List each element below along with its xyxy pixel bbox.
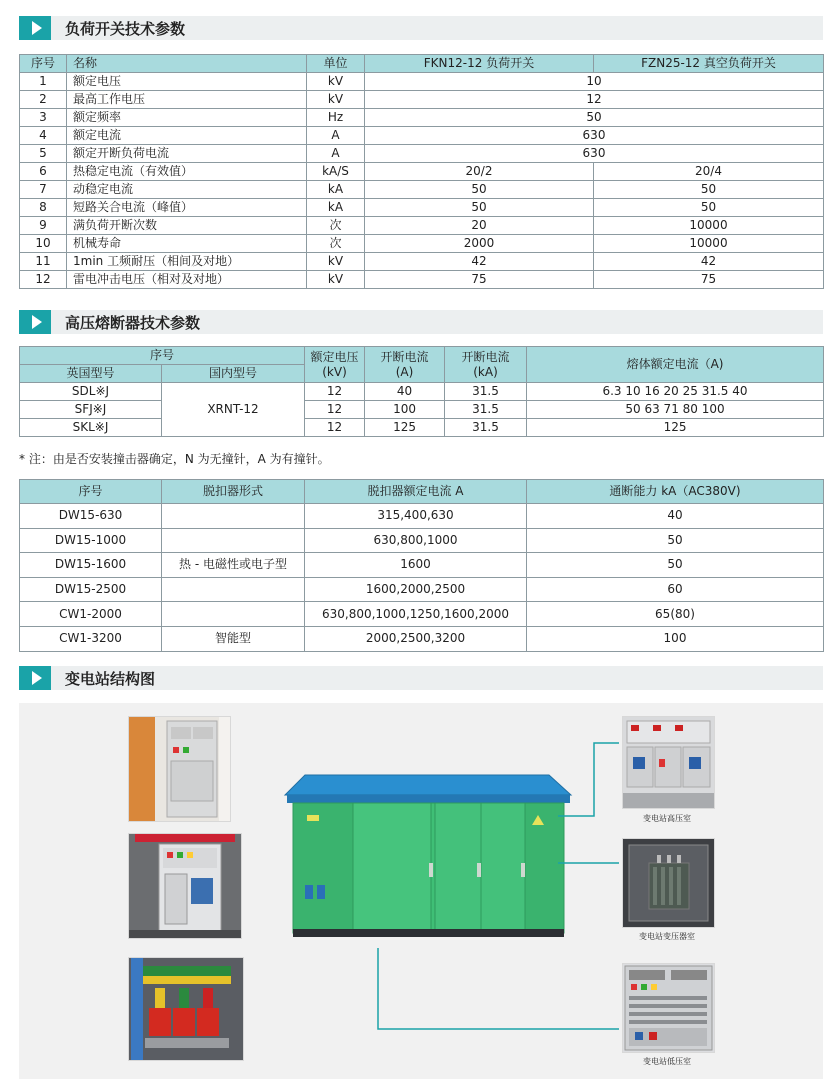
cell-fzn: 50 bbox=[594, 181, 824, 199]
cell-current: 1600,2000,2500 bbox=[305, 577, 527, 602]
cell-no: 3 bbox=[20, 109, 67, 127]
cell-name: 额定电压 bbox=[67, 73, 307, 91]
cell-fuse: 125 bbox=[527, 419, 824, 437]
cell-no: 10 bbox=[20, 235, 67, 253]
section-header-load-switch bbox=[19, 16, 823, 40]
table-header-row bbox=[20, 347, 824, 365]
table-header-row bbox=[20, 55, 824, 73]
cell-name: 短路关合电流（峰值） bbox=[67, 199, 307, 217]
cell-capacity: 50 bbox=[527, 528, 824, 553]
cell-unit: A bbox=[307, 145, 365, 163]
table-row bbox=[20, 127, 824, 145]
cell-current: 630,800,1000 bbox=[305, 528, 527, 553]
transformer-room-photo bbox=[622, 838, 715, 928]
cell-model: DW15-630 bbox=[20, 504, 162, 529]
cell-unit: Hz bbox=[307, 109, 365, 127]
cell-value: 50 bbox=[365, 109, 824, 127]
cell-current: 630,800,1000,1250,1600,2000 bbox=[305, 602, 527, 627]
cell-value: 630 bbox=[365, 145, 824, 163]
fuse-note: * 注：由是否安装撞击器确定，N 为无撞针，A 为有撞针。 bbox=[19, 452, 330, 466]
cell-name: 雷电冲击电压（相对及对地） bbox=[67, 271, 307, 289]
cell-no: 12 bbox=[20, 271, 67, 289]
header-serial: 序号 bbox=[20, 347, 305, 365]
header-break-current bbox=[365, 347, 445, 383]
table-row bbox=[20, 217, 824, 235]
cell-current: 125 bbox=[365, 419, 445, 437]
cell-voltage: 12 bbox=[305, 401, 365, 419]
cell-fzn: 50 bbox=[594, 199, 824, 217]
table-row bbox=[20, 383, 824, 401]
header-voltage-line1: 额定电压 bbox=[310, 349, 359, 364]
cell-voltage: 12 bbox=[305, 383, 365, 401]
cell-uk: SKL※J bbox=[20, 419, 162, 437]
cell-fzn: 10000 bbox=[594, 217, 824, 235]
cell-fzn: 20/4 bbox=[594, 163, 824, 181]
cell-ka: 31.5 bbox=[445, 383, 527, 401]
header-fkn: FKN12-12 负荷开关 bbox=[365, 55, 594, 73]
cell-fzn: 42 bbox=[594, 253, 824, 271]
play-arrow-icon bbox=[19, 666, 51, 690]
cell-cn: XRNT-12 bbox=[162, 383, 305, 437]
cell-fkn: 20/2 bbox=[365, 163, 594, 181]
caption-high-voltage-room: 变电站高压室 bbox=[643, 814, 691, 823]
low-voltage-room-photo bbox=[622, 963, 715, 1053]
cell-no: 5 bbox=[20, 145, 67, 163]
cell-value: 630 bbox=[365, 127, 824, 145]
cell-current: 40 bbox=[365, 383, 445, 401]
cell-model: DW15-1600 bbox=[20, 553, 162, 578]
table-row bbox=[20, 602, 824, 627]
header-cn-model: 国内型号 bbox=[162, 365, 305, 383]
header-break-ka-line1: 开断电流 bbox=[461, 349, 510, 364]
header-trip-current: 脱扣器额定电流 A bbox=[305, 480, 527, 504]
table-row bbox=[20, 235, 824, 253]
cell-no: 9 bbox=[20, 217, 67, 235]
cell-value: 10 bbox=[365, 73, 824, 91]
header-model: 序号 bbox=[20, 480, 162, 504]
cell-unit: kV bbox=[307, 73, 365, 91]
cell-unit: kA bbox=[307, 199, 365, 217]
cell-model: CW1-3200 bbox=[20, 626, 162, 651]
header-uk-model: 英国型号 bbox=[20, 365, 162, 383]
cell-name: 机械寿命 bbox=[67, 235, 307, 253]
cell-voltage: 12 bbox=[305, 419, 365, 437]
cell-fkn: 50 bbox=[365, 181, 594, 199]
section-header-substation bbox=[19, 666, 823, 690]
cell-fkn: 75 bbox=[365, 271, 594, 289]
table-header-row bbox=[20, 480, 824, 504]
section-header-fuse bbox=[19, 310, 823, 334]
cell-unit: 次 bbox=[307, 217, 365, 235]
cell-model: DW15-1000 bbox=[20, 528, 162, 553]
header-serial: 序号 bbox=[20, 55, 67, 73]
header-capacity: 通断能力 kA（AC380V) bbox=[527, 480, 824, 504]
substation-diagram bbox=[19, 703, 823, 1079]
play-arrow-icon bbox=[19, 16, 51, 40]
cell-fkn: 50 bbox=[365, 199, 594, 217]
caption-low-voltage-room: 变电站低压室 bbox=[643, 1057, 691, 1066]
breaker-table bbox=[19, 479, 824, 652]
section-title: 高压熔断器技术参数 bbox=[65, 313, 201, 332]
header-name: 名称 bbox=[67, 55, 307, 73]
cell-value: 12 bbox=[365, 91, 824, 109]
cell-capacity: 60 bbox=[527, 577, 824, 602]
table-row bbox=[20, 253, 824, 271]
table-row bbox=[20, 199, 824, 217]
cell-unit: kA/S bbox=[307, 163, 365, 181]
header-unit: 单位 bbox=[307, 55, 365, 73]
header-fzn: FZN25-12 真空负荷开关 bbox=[594, 55, 824, 73]
cell-capacity: 100 bbox=[527, 626, 824, 651]
header-fuse-current: 熔体额定电流（A) bbox=[527, 347, 824, 383]
cell-no: 11 bbox=[20, 253, 67, 271]
header-break-ka bbox=[445, 347, 527, 383]
table-row bbox=[20, 271, 824, 289]
load-switch-table bbox=[19, 54, 824, 289]
header-voltage-line2: (kV) bbox=[322, 364, 347, 379]
cell-model: CW1-2000 bbox=[20, 602, 162, 627]
fuse-table bbox=[19, 346, 824, 437]
cell-type: 智能型 bbox=[162, 626, 305, 651]
table-row bbox=[20, 73, 824, 91]
cell-name: 额定电流 bbox=[67, 127, 307, 145]
cell-ka: 31.5 bbox=[445, 419, 527, 437]
table-row bbox=[20, 181, 824, 199]
cell-fuse: 50 63 71 80 100 bbox=[527, 401, 824, 419]
cell-no: 2 bbox=[20, 91, 67, 109]
cell-fkn: 20 bbox=[365, 217, 594, 235]
table-row bbox=[20, 528, 824, 553]
cell-type bbox=[162, 602, 305, 627]
cell-current: 1600 bbox=[305, 553, 527, 578]
cell-no: 8 bbox=[20, 199, 67, 217]
table-row bbox=[20, 163, 824, 181]
cell-current: 2000,2500,3200 bbox=[305, 626, 527, 651]
cell-fkn: 2000 bbox=[365, 235, 594, 253]
cell-name: 最高工作电压 bbox=[67, 91, 307, 109]
table-row bbox=[20, 577, 824, 602]
table-row bbox=[20, 626, 824, 651]
table-row bbox=[20, 91, 824, 109]
header-break-current-line1: 开断电流 bbox=[380, 349, 429, 364]
cell-model: DW15-2500 bbox=[20, 577, 162, 602]
cell-type bbox=[162, 577, 305, 602]
table-row bbox=[20, 401, 824, 419]
cell-ka: 31.5 bbox=[445, 401, 527, 419]
cell-current: 100 bbox=[365, 401, 445, 419]
cell-current: 315,400,630 bbox=[305, 504, 527, 529]
cell-no: 6 bbox=[20, 163, 67, 181]
cell-unit: kA bbox=[307, 181, 365, 199]
cell-fkn: 42 bbox=[365, 253, 594, 271]
cell-name: 1min 工频耐压（相间及对地） bbox=[67, 253, 307, 271]
table-row bbox=[20, 109, 824, 127]
cell-capacity: 50 bbox=[527, 553, 824, 578]
table-row bbox=[20, 553, 824, 578]
cell-name: 满负荷开断次数 bbox=[67, 217, 307, 235]
cell-capacity: 40 bbox=[527, 504, 824, 529]
high-voltage-room-photo bbox=[622, 716, 715, 809]
cell-fuse: 6.3 10 16 20 25 31.5 40 bbox=[527, 383, 824, 401]
table-row bbox=[20, 145, 824, 163]
cell-no: 4 bbox=[20, 127, 67, 145]
table-row bbox=[20, 504, 824, 529]
header-voltage bbox=[305, 347, 365, 383]
cell-type bbox=[162, 504, 305, 529]
play-arrow-icon bbox=[19, 310, 51, 334]
section-title: 负荷开关技术参数 bbox=[65, 19, 186, 38]
header-trip-type: 脱扣器形式 bbox=[162, 480, 305, 504]
cell-no: 7 bbox=[20, 181, 67, 199]
cell-fzn: 75 bbox=[594, 271, 824, 289]
cell-name: 动稳定电流 bbox=[67, 181, 307, 199]
cell-name: 额定频率 bbox=[67, 109, 307, 127]
cell-unit: kV bbox=[307, 271, 365, 289]
section-title: 变电站结构图 bbox=[65, 669, 156, 688]
cell-uk: SFJ※J bbox=[20, 401, 162, 419]
cell-unit: kV bbox=[307, 253, 365, 271]
cell-no: 1 bbox=[20, 73, 67, 91]
table-row bbox=[20, 419, 824, 437]
cell-unit: 次 bbox=[307, 235, 365, 253]
cell-type: 热 - 电磁性或电子型 bbox=[162, 553, 305, 578]
cell-unit: kV bbox=[307, 91, 365, 109]
caption-transformer-room: 变电站变压器室 bbox=[639, 932, 695, 941]
cell-name: 额定开断负荷电流 bbox=[67, 145, 307, 163]
cell-fzn: 10000 bbox=[594, 235, 824, 253]
cell-name: 热稳定电流（有效值） bbox=[67, 163, 307, 181]
cell-type bbox=[162, 528, 305, 553]
cell-capacity: 65(80) bbox=[527, 602, 824, 627]
cell-unit: A bbox=[307, 127, 365, 145]
cell-uk: SDL※J bbox=[20, 383, 162, 401]
header-break-current-line2: (A) bbox=[395, 364, 414, 379]
header-break-ka-line2: (kA) bbox=[473, 364, 498, 379]
